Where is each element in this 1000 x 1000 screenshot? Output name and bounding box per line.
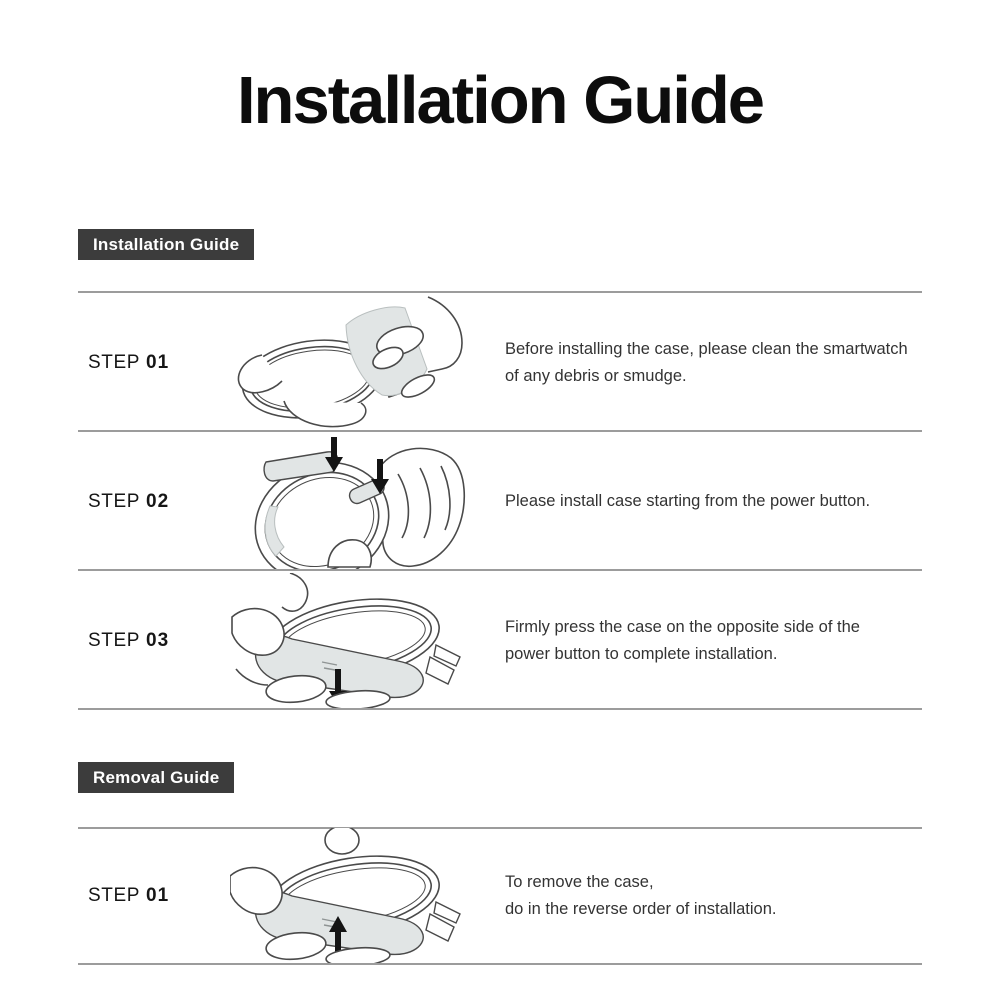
divider	[78, 963, 922, 965]
step-prefix: STEP	[88, 884, 141, 906]
case-press-opposite-side-illustration	[230, 573, 480, 708]
installation-step-2-row	[78, 432, 922, 571]
page-title: Installation Guide	[236, 63, 764, 138]
step-prefix: STEP	[88, 629, 141, 651]
removal-step-1-row	[78, 828, 922, 963]
step-prefix: STEP	[88, 351, 141, 373]
description-line: do in the reverse order of installation.	[505, 899, 777, 918]
step-label	[88, 352, 230, 374]
description-line: Before installing the case, please clean the smartwatch	[505, 339, 908, 358]
case-install-power-button-illustration	[230, 434, 480, 569]
case-removal-illustration	[230, 828, 480, 963]
step-description	[505, 869, 922, 923]
step-description	[505, 336, 922, 390]
step-label	[88, 630, 230, 652]
step-description	[505, 614, 922, 668]
description-line: To remove the case,	[505, 872, 654, 891]
installation-step-1-row	[78, 293, 922, 432]
removal-guide-badge: Removal Guide	[78, 762, 234, 793]
description-line: of any debris or smudge.	[505, 366, 687, 385]
description-line: Firmly press the case on the opposite side of the	[505, 617, 860, 636]
hand-outline	[378, 448, 464, 566]
step-number: 01	[146, 351, 170, 373]
step-label	[88, 885, 230, 907]
description-line: power button to complete installation.	[505, 644, 778, 663]
step-number: 03	[146, 629, 170, 651]
step-prefix: STEP	[88, 490, 141, 512]
installation-step-3-row	[78, 571, 922, 710]
step-number: 01	[146, 884, 170, 906]
watch-cleaning-illustration	[230, 295, 480, 430]
installation-guide-badge: Installation Guide	[78, 229, 254, 260]
step-label	[88, 491, 230, 513]
step-number: 02	[146, 490, 170, 512]
step-description	[505, 488, 922, 515]
description-line: Please install case starting from the power button.	[505, 492, 871, 510]
